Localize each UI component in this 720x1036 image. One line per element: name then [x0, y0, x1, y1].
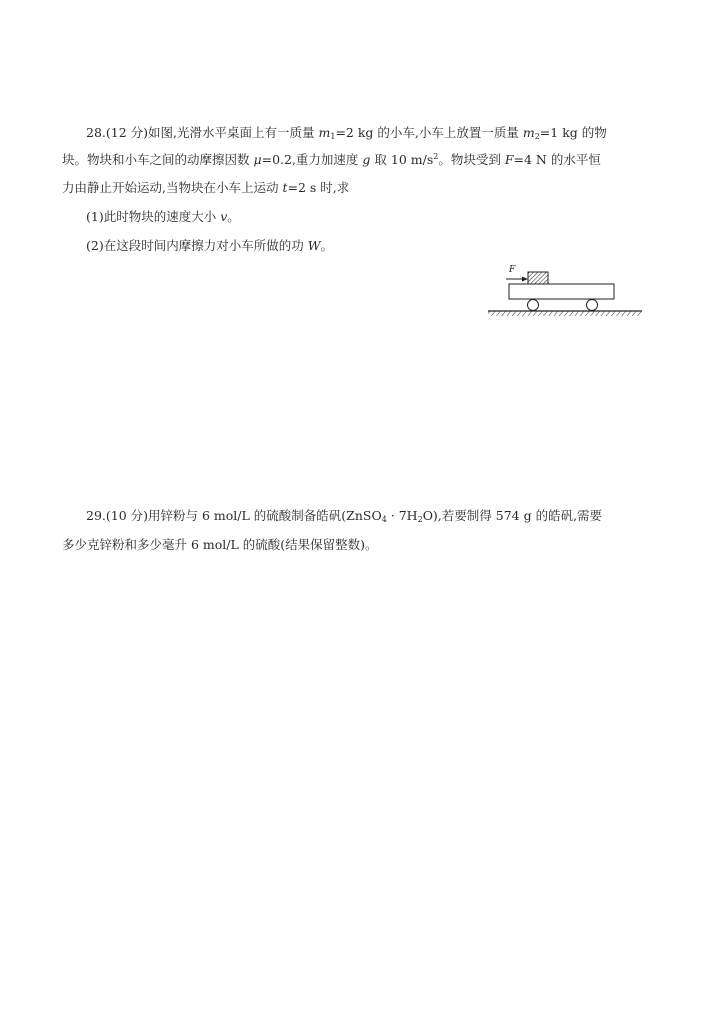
W-symbol: W — [307, 238, 321, 253]
q28-line-2 — [62, 151, 601, 169]
ground-hatch — [488, 311, 642, 316]
q29-text: O),若要制得 574 g 的皓矾,需要 — [422, 508, 603, 523]
q28-text: =0.2,重力加速度 — [261, 152, 363, 167]
q29-text: · 7H — [386, 508, 418, 523]
q28-score: (12 分) — [105, 125, 149, 140]
q28-text: 如图,光滑水平桌面上有一质量 — [148, 125, 319, 140]
q28-line-3 — [62, 179, 349, 197]
q28-text: =4 N 的水平恒 — [513, 152, 601, 167]
q29-line-2 — [62, 536, 378, 554]
q28-subquestion-2 — [86, 237, 333, 255]
q28-text: =1 kg 的物 — [539, 125, 607, 140]
units-superscript: 2 — [433, 152, 439, 161]
q28-text: 块。物块和小车之间的动摩擦因数 — [62, 152, 254, 167]
force-arrow-head-icon — [522, 277, 528, 282]
h2o-subscript: 2 — [417, 515, 423, 524]
q29-text: 用锌粉与 6 mol/L 的硫酸制备皓矾(ZnSO — [148, 508, 382, 523]
q29-text: 多少克锌粉和多少毫升 6 mol/L 的硫酸(结果保留整数)。 — [62, 537, 378, 552]
m2-subscript: 2 — [534, 132, 540, 141]
m1-symbol: m — [318, 125, 331, 140]
q28-sub2-text: 。 — [320, 238, 334, 253]
so4-subscript: 4 — [381, 515, 387, 524]
q28-sub1-text: (1)此时物块的速度大小 — [86, 209, 221, 224]
F-symbol: F — [504, 152, 514, 167]
q29-number: 29. — [86, 508, 106, 523]
q28-subquestion-1 — [86, 208, 240, 226]
m2-symbol: m — [522, 125, 535, 140]
cart-body — [509, 284, 614, 299]
v-symbol: v — [220, 209, 228, 224]
q28-text: 。物块受到 — [438, 152, 505, 167]
q28-text: =2 s 时,求 — [287, 180, 350, 195]
q28-text: 力由静止开始运动,当物块在小车上运动 — [62, 180, 283, 195]
block — [528, 272, 548, 284]
q29-line-1 — [86, 507, 602, 525]
q28-text: =2 kg 的小车,小车上放置一质量 — [335, 125, 523, 140]
cart-wheel-right — [587, 300, 598, 311]
m1-subscript: 1 — [330, 132, 336, 141]
q28-line-1 — [86, 124, 607, 142]
cart-block-diagram — [484, 262, 644, 324]
g-symbol: g — [362, 152, 371, 167]
q28-text: 取 10 m/s — [370, 152, 434, 167]
force-label: F — [509, 265, 516, 275]
q28-sub2-text: (2)在这段时间内摩擦力对小车所做的功 — [86, 238, 308, 253]
q28-number: 28. — [86, 125, 106, 140]
cart-wheel-left — [528, 300, 539, 311]
t-symbol: t — [282, 180, 288, 195]
q28-sub1-text: 。 — [227, 209, 240, 224]
q29-score: (10 分) — [105, 508, 149, 523]
cart-block-svg — [484, 262, 644, 324]
mu-symbol: μ — [253, 152, 262, 167]
